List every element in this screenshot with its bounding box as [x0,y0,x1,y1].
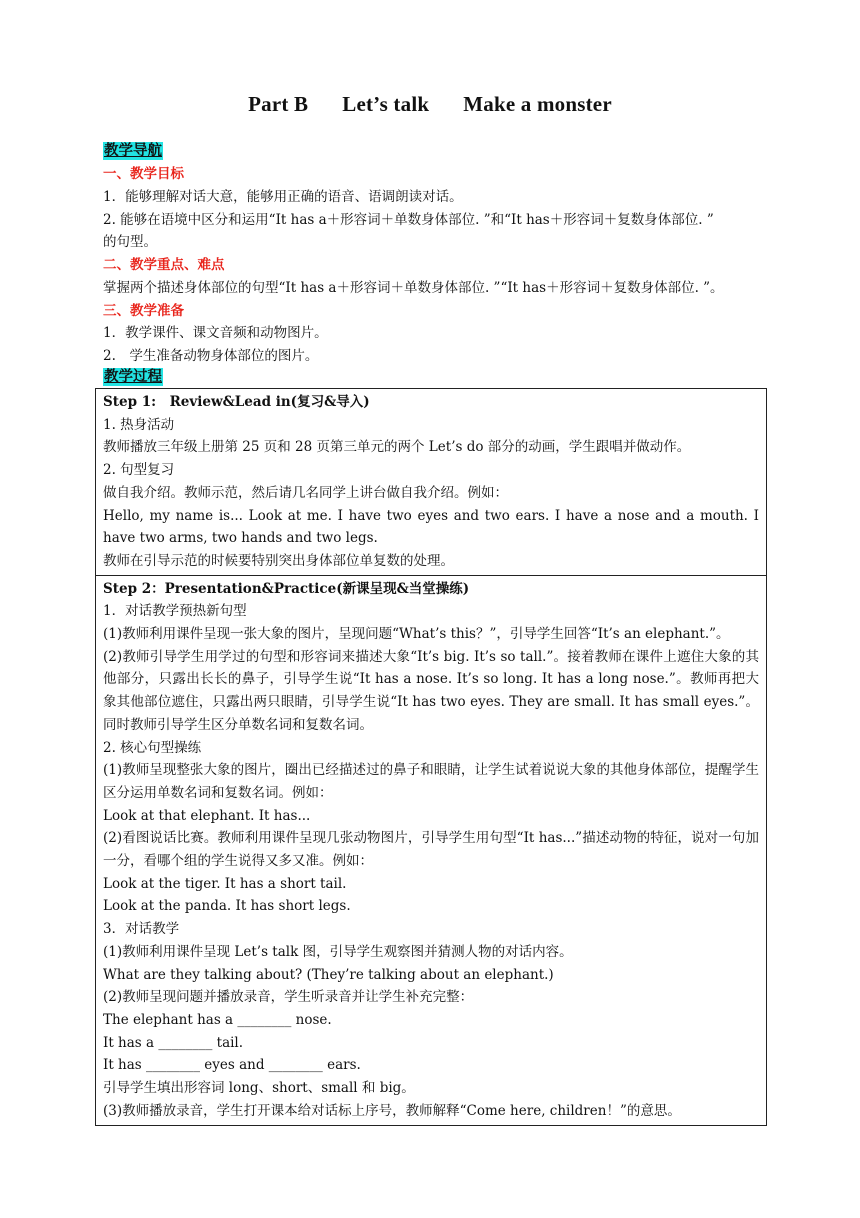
step2-line: (2)看图说话比赛。教师利用课件呈现几张动物图片，引导学生用句型“It has...”描述动物的特征，说对一句加一分，看哪个组的学生说得又多又准。例如： [103,830,759,870]
step2-line: (1)教师利用课件呈现 Let’s talk 图，引导学生观察图并猜测人物的对话内容。 [103,943,573,960]
step2-line: Look at the tiger. It has a short tail. [103,875,347,892]
goal-1: 1．能够理解对话大意，能够用正确的语音、语调朗读对话。 [103,189,463,205]
process-heading: 教学过程 [104,368,162,385]
prep-2: 2. 学生准备动物身体部位的图片。 [103,348,319,364]
step2-line: 引导学生填出形容词 long、short、small 和 big。 [103,1080,415,1097]
step1-line: 做自我介绍。教师示范，然后请几名同学上讲台做自我介绍。例如： [103,484,508,501]
step1-line: 教师在引导示范的时候要特别突出身体部位单复数的处理。 [103,552,454,569]
step2-cell [96,576,766,1125]
nav-heading-row [103,142,163,160]
step2-line: (1)教师利用课件呈现一张大象的图片，呈现问题“What’s this？”，引导学生回答“It’s an elephant.”。 [103,626,730,643]
title-topic: Make a monster [463,92,612,116]
key-title: 二、教学重点、难点 [103,257,225,273]
step1-cell [96,389,766,576]
title-part: Part B [248,92,309,116]
step1-heading: Step 1: Review&Lead in(复习&导入) [103,394,370,410]
step2-line: 3．对话教学 [103,921,180,938]
step1-line: Hello, my name is... Look at me. I have two eyes and two ears. I have a nose and a mouth. I have two arms, two hands and two legs. [103,507,759,547]
step2-line: 1．对话教学预热新句型 [103,603,247,620]
step2-line: (1)教师呈现整张大象的图片，圈出已经描述过的鼻子和眼睛，让学生试着说说大象的其他身体部位，提醒学生区分运用单数名词和复数名词。例如： [103,762,759,801]
step2-line: (2)教师呈现问题并播放录音，学生听录音并让学生补充完整： [103,989,474,1006]
process-heading-row [103,368,163,386]
nav-heading: 教学导航 [104,142,162,159]
step1-line: 2. 句型复习 [103,462,175,479]
key-1: 掌握两个描述身体部位的句型“It has a＋形容词＋单数身体部位. ”“It has＋形容词＋复数身体部位. ”。 [103,280,724,296]
step2-line: (3)教师播放录音，学生打开课本给对话标上序号，教师解释“Come here, children！”的意思。 [103,1102,681,1119]
lesson-title [0,92,860,117]
step2-heading: Step 2：Presentation&Practice(新课呈现&当堂操练) [103,580,470,597]
step2-line: Look at that elephant. It has... [103,807,311,824]
step2-line: Look at the panda. It has short legs. [103,898,351,915]
goals-title: 一、教学目标 [103,166,184,182]
step2-line: What are they talking about? (They’re talking about an elephant.) [103,966,554,983]
goal-2-cont: 的句型。 [103,234,157,250]
step2-line: (2)教师引导学生用学过的句型和形容词来描述大象“It’s big. It’s so tall.”。接着教师在课件上遮住大象的其他部分，只露出长长的鼻子，引导学生说“It has a nose. It’s so long. It has a long nose.”。教师再把大象其他部位遮住，只露出两只眼睛，引导学生说“It has two eyes. They are small. It has small eyes.”。同时教师引导学生区分单数名词和复数名词。 [103,648,759,733]
prep-title: 三、教学准备 [103,303,184,319]
goal-2: 2. 能够在语境中区分和运用“It has a＋形容词＋单数身体部位. ”和“It has＋形容词＋复数身体部位. ” [103,212,714,228]
process-table [95,388,767,1126]
prep-1: 1．教学课件、课文音频和动物图片。 [103,325,328,341]
step2-line: It has ________ eyes and ________ ears. [103,1057,361,1074]
step2-line: The elephant has a ________ nose. [103,1011,332,1028]
step2-line: 2. 核心句型操练 [103,739,202,756]
step2-line: It has a ________ tail. [103,1034,244,1051]
step1-line: 教师播放三年级上册第 25 页和 28 页第三单元的两个 Let’s do 部分的动画，学生跟唱并做动作。 [103,439,691,456]
title-name: Let’s talk [342,92,430,116]
step1-line: 1. 热身活动 [103,416,175,433]
